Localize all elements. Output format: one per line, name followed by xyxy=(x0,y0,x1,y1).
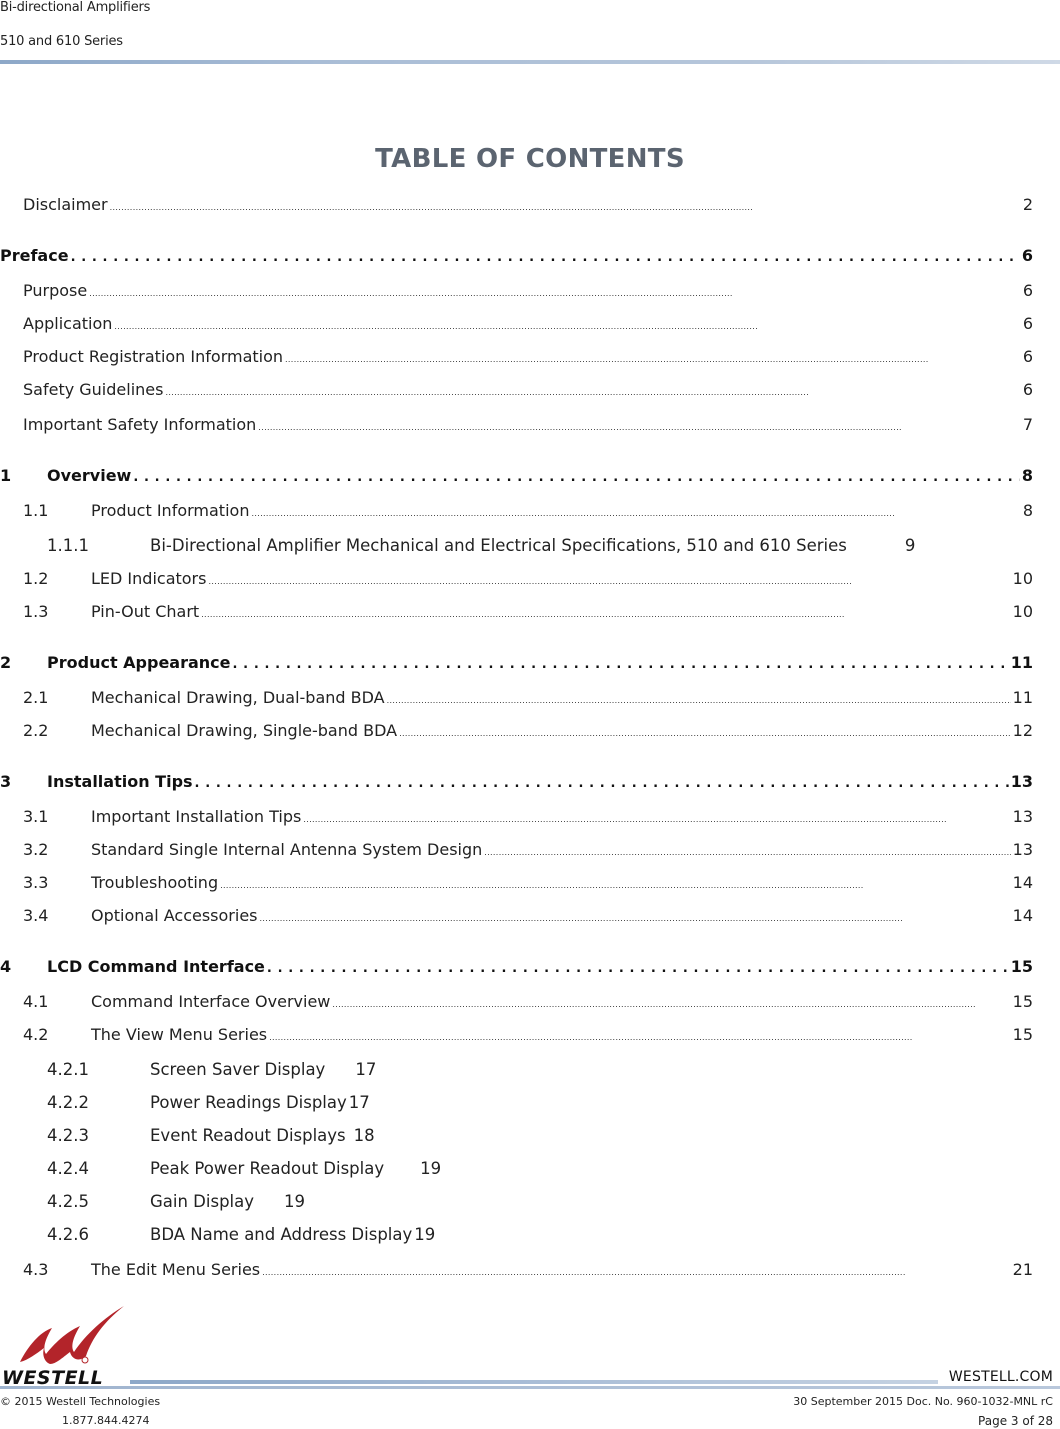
toc-leader-dots xyxy=(387,690,1011,712)
toc-leader-dots xyxy=(267,958,1009,980)
toc-leader-dots xyxy=(251,503,1020,525)
toc-entry-number: 4.1 xyxy=(23,992,49,1011)
toc-leader-dots xyxy=(133,467,1020,489)
toc-leader-dots xyxy=(258,417,1021,439)
footer-rule xyxy=(130,1380,938,1384)
toc-entry[interactable] xyxy=(23,872,1033,894)
toc-entry[interactable] xyxy=(23,568,1033,590)
toc-entry-number: 4.2 xyxy=(23,1025,49,1044)
toc-entry[interactable] xyxy=(23,839,1033,861)
toc-entry[interactable] xyxy=(47,1059,376,1081)
toc-entry[interactable] xyxy=(23,313,1033,335)
phone-number: 1.877.844.4274 xyxy=(62,1414,150,1427)
toc-entry-page: 15 xyxy=(1010,957,1033,976)
toc-leader-dots xyxy=(269,1027,1011,1049)
toc-leader-dots xyxy=(195,773,1009,795)
toc-entry[interactable] xyxy=(47,535,915,557)
toc-entry-number: 1.2 xyxy=(23,569,49,588)
toc-leader-dots xyxy=(285,349,1021,371)
toc-entry-page: 15 xyxy=(1012,992,1033,1011)
toc-entry-label: The Edit Menu Series xyxy=(91,1260,261,1279)
toc-entry-number: 3.2 xyxy=(23,840,49,859)
toc-entry-label: Overview xyxy=(47,466,132,485)
toc-chapter-entry[interactable] xyxy=(0,771,1033,793)
toc-entry-page: 6 xyxy=(1022,380,1033,399)
page-number: Page 3 of 28 xyxy=(978,1414,1053,1428)
toc-entry-number: 2.1 xyxy=(23,688,49,707)
toc-leader-dots xyxy=(399,723,1011,745)
toc-entry-number: 3.4 xyxy=(23,906,49,925)
toc-entry-page: 9 xyxy=(904,536,916,555)
toc-entry-page: 14 xyxy=(1012,906,1033,925)
toc-leader-dots xyxy=(484,842,1010,864)
toc-entry-label: Safety Guidelines xyxy=(23,380,164,399)
toc-entry-label: Peak Power Readout Display xyxy=(150,1159,385,1178)
toc-entry-page: 6 xyxy=(1021,246,1033,265)
toc-entry-label: Preface xyxy=(0,246,69,265)
toc-entry-label: Mechanical Drawing, Single-band BDA xyxy=(91,721,398,740)
toc-entry-page: 15 xyxy=(1012,1025,1033,1044)
toc-entry-page: 19 xyxy=(284,1192,306,1211)
toc-entry[interactable] xyxy=(23,346,1033,368)
copyright-text: © 2015 Westell Technologies xyxy=(0,1395,161,1408)
toc-entry-page: 10 xyxy=(1012,569,1033,588)
toc-leader-dots xyxy=(262,1262,1011,1284)
toc-entry-label: Gain Display xyxy=(150,1192,255,1211)
toc-leader-dots xyxy=(201,604,1010,626)
toc-entry-label: Installation Tips xyxy=(47,772,193,791)
toc-entry-number: 4.3 xyxy=(23,1260,49,1279)
toc-entry-label: Purpose xyxy=(23,281,88,300)
toc-leader-dots xyxy=(89,283,1021,305)
toc-entry-label: Product Registration Information xyxy=(23,347,284,366)
toc-entry-number: 1.3 xyxy=(23,602,49,621)
toc-entry-number: 2.2 xyxy=(23,721,49,740)
toc-leader-dots xyxy=(165,382,1020,404)
toc-entry-number: 4.2.1 xyxy=(47,1060,89,1079)
toc-entry-label: Disclaimer xyxy=(23,195,108,214)
toc-leader-dots xyxy=(233,654,1009,676)
toc-entry-number: 1.1.1 xyxy=(47,536,89,555)
toc-entry[interactable] xyxy=(23,1259,1033,1281)
toc-entry[interactable] xyxy=(23,194,1033,216)
toc-entry[interactable] xyxy=(23,601,1033,623)
toc-entry-label: Troubleshooting xyxy=(91,873,219,892)
toc-entry[interactable] xyxy=(47,1092,370,1114)
toc-entry-label: Pin-Out Chart xyxy=(91,602,200,621)
toc-entry-number: 3 xyxy=(0,772,12,791)
toc-entry-label: Bi-Directional Amplifier Mechanical and Electrical Specifications, 510 and 610 Series xyxy=(150,536,847,555)
doc-header-subtitle: 510 and 610 Series xyxy=(0,34,123,49)
toc-entry-number: 4.2.2 xyxy=(47,1093,89,1112)
toc-entry-label: Mechanical Drawing, Dual-band BDA xyxy=(91,688,385,707)
toc-entry-page: 10 xyxy=(1012,602,1033,621)
toc-entry-page: 7 xyxy=(1022,415,1033,434)
document-info: 30 September 2015 Doc. No. 960-1032-MNL rC xyxy=(793,1395,1053,1408)
toc-entry-page: 2 xyxy=(1022,195,1033,214)
toc-entry[interactable] xyxy=(23,1024,1033,1046)
toc-entry-page: 8 xyxy=(1022,501,1033,520)
toc-entry-label: Product Information xyxy=(91,501,250,520)
toc-chapter-entry[interactable] xyxy=(0,245,1033,267)
footer-rule-lower xyxy=(0,1386,1060,1389)
toc-entry-label: LCD Command Interface xyxy=(47,957,265,976)
toc-entry-label: Screen Saver Display xyxy=(150,1060,326,1079)
logo-wordmark: WESTELL xyxy=(2,1367,104,1386)
toc-entry-label: Important Installation Tips xyxy=(91,807,302,826)
toc-leader-dots xyxy=(332,994,1010,1016)
toc-entry-label: BDA Name and Address Display xyxy=(150,1225,413,1244)
toc-leader-dots xyxy=(71,247,1020,269)
toc-leader-dots xyxy=(220,875,1011,897)
toc-entry[interactable] xyxy=(23,720,1033,742)
toc-chapter-entry[interactable] xyxy=(0,956,1033,978)
toc-entry[interactable] xyxy=(23,905,1033,927)
toc-entry-number: 4.2.3 xyxy=(47,1126,89,1145)
toc-entry-page: 21 xyxy=(1012,1260,1033,1279)
toc-leader-dots xyxy=(303,809,1010,831)
toc-leader-dots xyxy=(260,908,1011,930)
toc-entry-label: Power Readings Display xyxy=(150,1093,347,1112)
toc-entry-page: 6 xyxy=(1022,281,1033,300)
toc-entry-page: 8 xyxy=(1021,466,1033,485)
toc-entry-page: 19 xyxy=(414,1225,436,1244)
toc-leader-dots xyxy=(114,316,1020,338)
toc-entry-number: 3.1 xyxy=(23,807,49,826)
toc-entry-number: 2 xyxy=(0,653,12,672)
toc-entry-page: 17 xyxy=(355,1060,377,1079)
toc-entry-label: Event Readout Displays xyxy=(150,1126,346,1145)
toc-entry[interactable] xyxy=(47,1191,305,1213)
toc-entry-page: 17 xyxy=(348,1093,370,1112)
toc-entry-page: 11 xyxy=(1012,688,1033,707)
toc-entry-label: Product Appearance xyxy=(47,653,231,672)
toc-chapter-entry[interactable] xyxy=(0,652,1033,674)
toc-entry[interactable] xyxy=(23,500,1033,522)
header-rule xyxy=(0,60,1060,64)
toc-entry-page: 11 xyxy=(1010,653,1033,672)
toc-entry-page: 14 xyxy=(1012,873,1033,892)
toc-entry[interactable] xyxy=(47,1158,441,1180)
toc-entry-label: The View Menu Series xyxy=(91,1025,268,1044)
toc-entry-number: 4.2.6 xyxy=(47,1225,89,1244)
doc-header-title: Bi-directional Amplifiers xyxy=(0,0,151,15)
toc-entry-page: 6 xyxy=(1022,347,1033,366)
toc-entry[interactable] xyxy=(23,414,1033,436)
toc-entry-label: Optional Accessories xyxy=(91,906,258,925)
toc-entry-label: Application xyxy=(23,314,113,333)
toc-entry-number: 1.1 xyxy=(23,501,49,520)
toc-leader-dots xyxy=(110,197,1021,219)
westell-logo xyxy=(0,1304,130,1386)
toc-entry-page: 18 xyxy=(353,1126,375,1145)
toc-entry-number: 3.3 xyxy=(23,873,49,892)
toc-entry[interactable] xyxy=(47,1224,435,1246)
toc-entry-page: 13 xyxy=(1010,772,1033,791)
toc-entry-page: 13 xyxy=(1012,840,1033,859)
toc-entry[interactable] xyxy=(23,280,1033,302)
toc-title: TABLE OF CONTENTS xyxy=(375,144,685,174)
toc-entry-page: 6 xyxy=(1022,314,1033,333)
toc-entry[interactable] xyxy=(47,1125,375,1147)
toc-chapter-entry[interactable] xyxy=(0,465,1033,487)
toc-entry-page: 12 xyxy=(1012,721,1033,740)
toc-entry-number: 4 xyxy=(0,957,12,976)
toc-entry-page: 19 xyxy=(420,1159,442,1178)
toc-entry-label: LED Indicators xyxy=(91,569,207,588)
toc-entry[interactable] xyxy=(23,687,1033,709)
toc-entry-page: 13 xyxy=(1012,807,1033,826)
toc-entry-number: 4.2.4 xyxy=(47,1159,89,1178)
website-link[interactable]: WESTELL.COM xyxy=(948,1369,1053,1385)
toc-entry-label: Important Safety Information xyxy=(23,415,257,434)
toc-entry-number: 1 xyxy=(0,466,12,485)
toc-entry[interactable] xyxy=(23,806,1033,828)
toc-entry[interactable] xyxy=(23,991,1033,1013)
toc-entry-label: Command Interface Overview xyxy=(91,992,331,1011)
toc-entry[interactable] xyxy=(23,379,1033,401)
toc-entry-number: 4.2.5 xyxy=(47,1192,89,1211)
toc-entry-label: Standard Single Internal Antenna System Design xyxy=(91,840,483,859)
toc-leader-dots xyxy=(208,571,1010,593)
